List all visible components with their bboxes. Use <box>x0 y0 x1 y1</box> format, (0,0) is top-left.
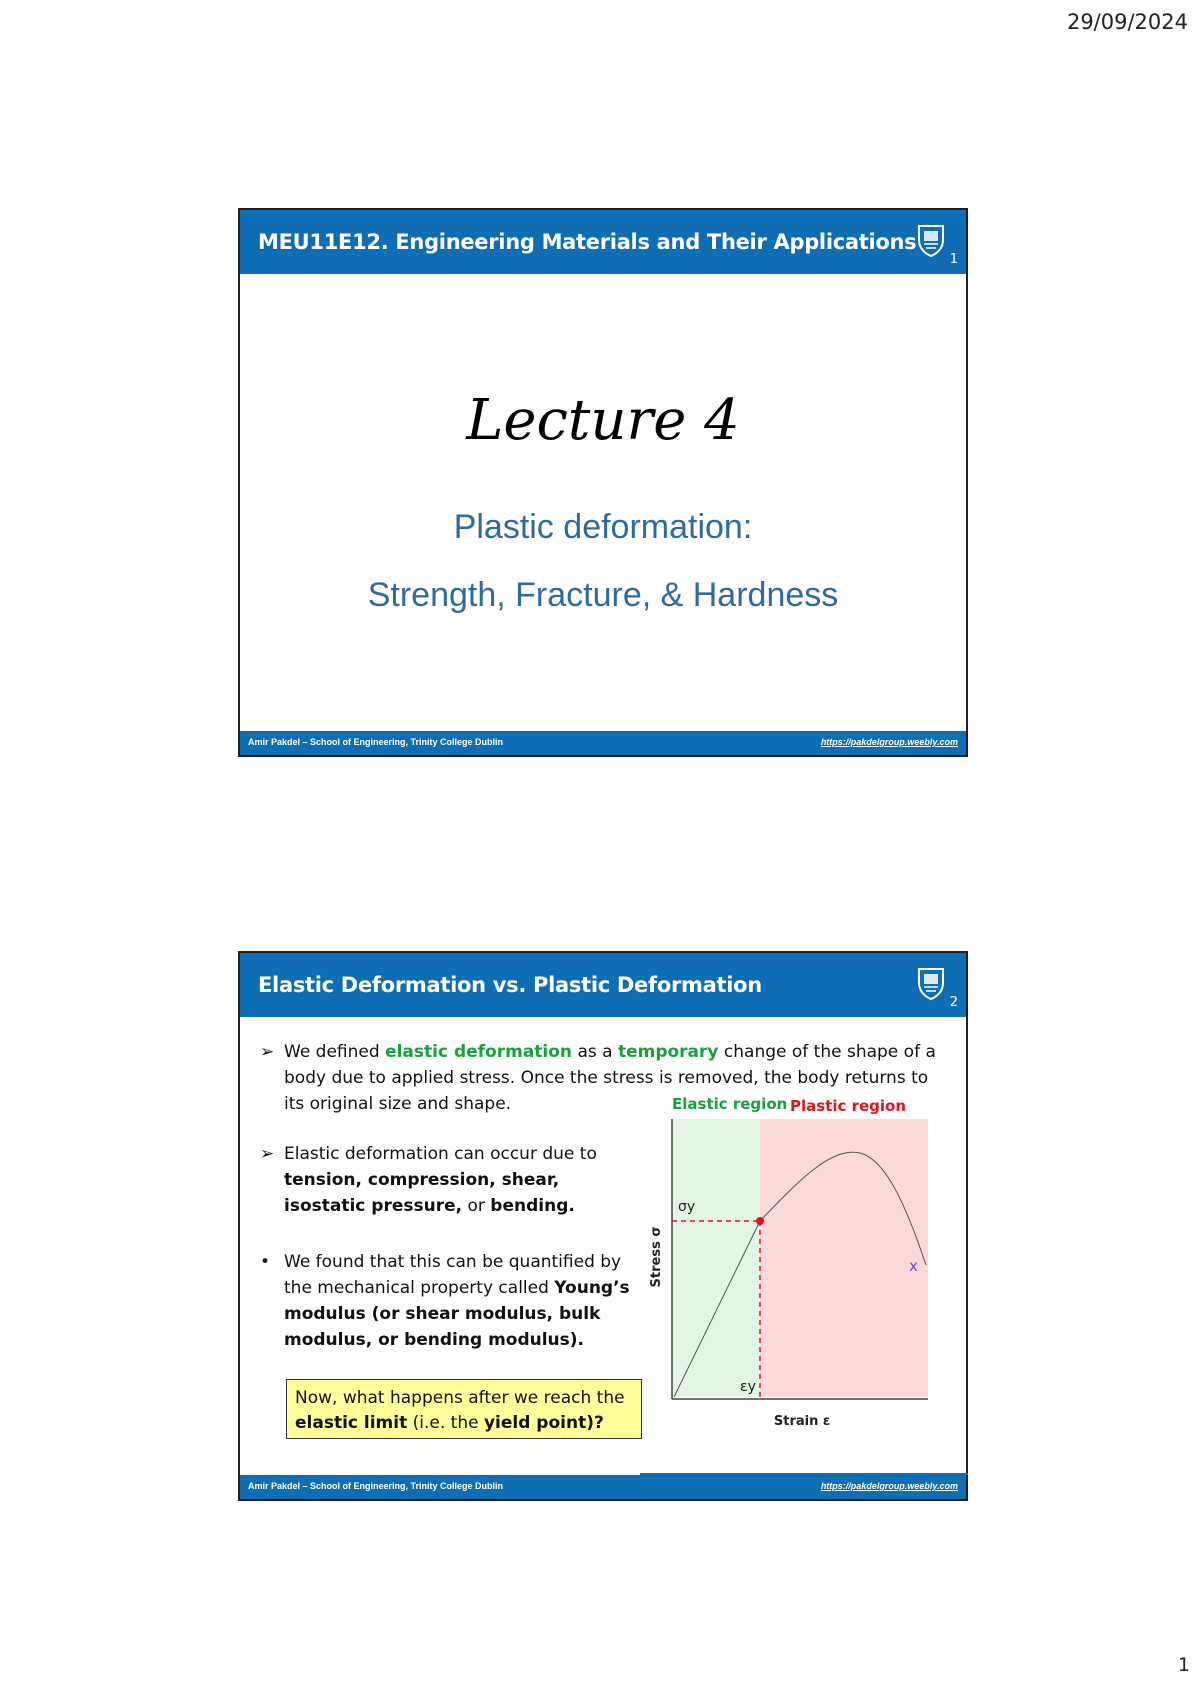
arrow-bullet-icon: ➢ <box>260 1042 275 1062</box>
course-title: MEU11E12. Engineering Materials and Their Applications <box>258 230 917 254</box>
slide-title: Elastic Deformation vs. Plastic Deformation <box>258 973 762 997</box>
stress-strain-chart <box>642 1049 966 1469</box>
slide-2: Elastic Deformation vs. Plastic Deformation 2 ➢ We defined elastic deformation as a temporary change of the shape of a body due to applied stress. Once the stress is removed, the body returns to its original size and shape. ➢ Elastic deformation can occur due to tension, compression, shear, isostatic pressure, or bending. • We found that this can be quantified by the mechanical property called Young’s modulus (or shear modulus, bulk modulus, or bending modulus). Now, what happens after we reach the elastic limit (i.e. the yield point)? Elastic region Plastic region σy εy x Stress σ Strain ε Amir Pakdel – School of Engineering, Trinity College Dublin https://pakdelgroup.weebly.com <box>238 951 968 1501</box>
y-axis-label: Stress σ <box>649 1226 664 1288</box>
yield-stress-label: σy <box>678 1199 696 1215</box>
slide-footer <box>240 731 966 755</box>
lecture-subtitle-line1: Plastic deformation: <box>453 508 753 546</box>
yield-strain-label: εy <box>740 1379 756 1395</box>
college-crest-icon <box>916 222 946 258</box>
page-number: 1 <box>1177 1654 1190 1676</box>
lecture-subtitle-line2: Strength, Fracture, & Hardness <box>367 576 839 614</box>
footer-link[interactable]: https://pakdelgroup.weebly.com <box>820 1481 958 1491</box>
slide-header <box>240 953 966 1017</box>
slide-header <box>240 210 966 274</box>
plastic-region-label: Plastic region <box>790 1097 907 1115</box>
slide-footer <box>240 1475 966 1499</box>
footer-author: Amir Pakdel – School of Engineering, Trinity College Dublin <box>248 737 504 747</box>
plastic-region-area <box>760 1119 928 1397</box>
lecture-title: Lecture 4 <box>466 388 740 453</box>
footer-author: Amir Pakdel – School of Engineering, Trinity College Dublin <box>248 1481 504 1491</box>
page-date: 29/09/2024 <box>1066 10 1188 34</box>
fracture-marker: x <box>909 1257 918 1275</box>
x-axis-label: Strain ε <box>773 1414 831 1429</box>
arrow-bullet-icon: ➢ <box>260 1144 275 1164</box>
footer-link[interactable]: https://pakdelgroup.weebly.com <box>820 737 958 747</box>
yield-point-question-callout: Now, what happens after we reach the elastic limit (i.e. the yield point)? <box>286 1379 642 1439</box>
slide-number: 2 <box>949 995 958 1010</box>
slide-number: 1 <box>949 252 958 267</box>
college-crest-icon <box>916 965 946 1001</box>
elastic-region-area <box>672 1119 760 1397</box>
elastic-region-label: Elastic region <box>672 1095 788 1113</box>
dot-bullet-icon: • <box>260 1252 271 1272</box>
slide-1 <box>238 208 968 757</box>
yield-point-marker <box>756 1217 764 1225</box>
